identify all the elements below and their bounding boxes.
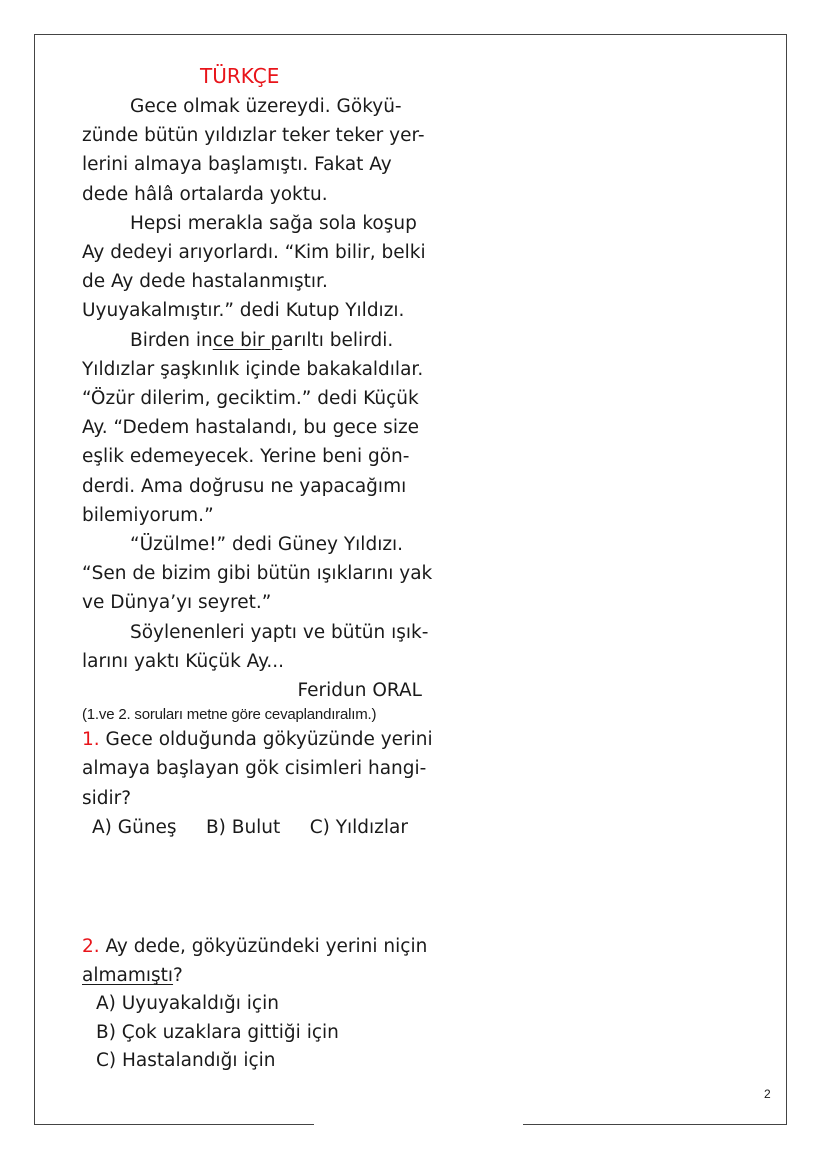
underlined-text: almamıştı [82, 965, 174, 987]
question-number: 2. [82, 936, 100, 958]
question-text: Gece olduğunda gökyüzünde yerini [99, 729, 433, 751]
story-paragraph-4 [82, 530, 433, 618]
question-number: 1. [82, 729, 100, 751]
answer-option-b: B) Çok uzaklara gittiği için [96, 1021, 339, 1043]
story-line: Hepsi merakla sağa sola koşup [130, 212, 417, 234]
question-2 [82, 932, 428, 1076]
question-text: Ay dede, gökyüzündeki yerini niçin [99, 936, 428, 958]
page-title: TÜRKÇE [200, 64, 280, 88]
story-paragraph-2 [82, 209, 426, 326]
question-line [82, 961, 422, 990]
story-line: larını yaktı Küçük Ay... [82, 650, 285, 672]
story-line: “Özür dilerim, geciktim.” dedi Küçük [82, 388, 419, 410]
story-paragraph-1 [82, 92, 425, 209]
question-line [82, 932, 428, 961]
story-text: arıltı belirdi. [282, 329, 394, 351]
story-line: dede hâlâ ortalarda yoktu. [82, 183, 328, 205]
author-name: Feridun ORAL [297, 680, 422, 702]
story-line [82, 326, 422, 355]
story-line: Yıldızlar şaşkınlık içinde bakakaldılar. [82, 358, 424, 380]
story-line: Ay dedeyi arıyorlardı. “Kim bilir, belki [82, 242, 426, 264]
bottom-border-right [523, 1124, 787, 1125]
bottom-border-left [34, 1124, 314, 1125]
question-1 [82, 725, 433, 842]
story-paragraph-3 [82, 326, 422, 530]
page-number: 2 [764, 1087, 771, 1101]
story-line: “Üzülme!” dedi Güney Yıldızı. [130, 534, 404, 556]
story-paragraph-5 [82, 618, 429, 676]
instructions-note: (1.ve 2. soruları metne göre cevaplandıralım.) [82, 706, 377, 724]
question-text: ? [173, 965, 183, 987]
question-line [82, 725, 433, 754]
story-line: Ay. “Dedem hastalandı, bu gece size [82, 417, 420, 439]
question-line: sidir? [82, 787, 132, 809]
story-line: eşlik edemeyecek. Yerine beni gön- [82, 446, 410, 468]
story-line: bilemiyorum.” [82, 504, 214, 526]
underlined-text: ce bir p [212, 329, 283, 351]
story-line: ve Dünya’yı seyret.” [82, 592, 272, 614]
story-line: de Ay dede hastalanmıştır. [82, 271, 328, 293]
story-line: Söylenenleri yaptı ve bütün ışık- [130, 621, 429, 643]
answer-option-a: A) Uyuyakaldığı için [96, 993, 279, 1015]
story-text: Birden in [130, 329, 213, 351]
story-line: Uyuyakalmıştır.” dedi Kutup Yıldızı. [82, 300, 405, 322]
story-line: Gece olmak üzereydi. Gökyü- [130, 96, 402, 117]
answer-option-c: C) Hastalandığı için [96, 1050, 276, 1072]
story-line: lerini almaya başlamıştı. Fakat Ay [82, 154, 392, 176]
question-line: almaya başlayan gök cisimleri hangi- [82, 758, 427, 780]
answer-space [82, 842, 422, 932]
story-line: derdi. Ama doğrusu ne yapacağımı [82, 475, 407, 497]
content-column [82, 64, 433, 1076]
answer-options: A) Güneş B) Bulut C) Yıldızlar [92, 816, 408, 838]
story-line: “Sen de bizim gibi bütün ışıklarını yak [82, 563, 433, 585]
story-line: zünde bütün yıldızlar teker teker yer- [82, 125, 425, 147]
